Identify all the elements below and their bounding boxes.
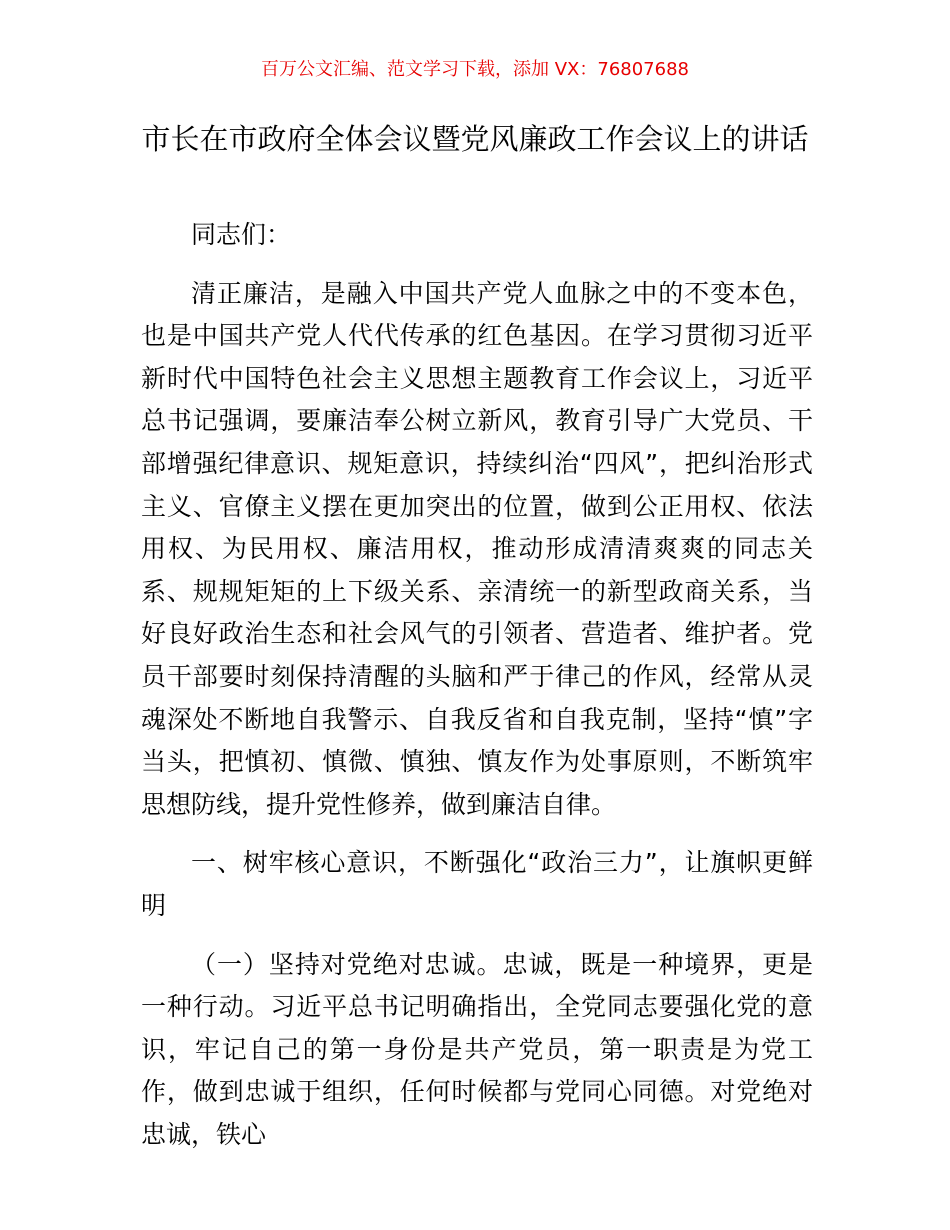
header-note: 百万公文汇编、范文学习下载，添加 VX：76807688	[261, 59, 689, 80]
paragraph-intro: 清正廉洁，是融入中国共产党人血脉之中的不变本色，也是中国共产党人代代传承的红色基因。在学习贯彻习近平新时代中国特色社会主义思想主题教育工作会议上，习近平总书记强调，要廉洁奉公树立新风，教育引导广大党员、干部增强纪律意识、规矩意识，持续纠治“四风”，把纠治形式主义、官僚主义摆在更加突出的位置，做到公正用权、依法用权、为民用权、廉洁用权，推动形成清清爽爽的同志关系、规规矩矩的上下级关系、亲清统一的新型政商关系，当好良好政治生态和社会风气的引领者、营造者、维护者。党员干部要时刻保持清醒的头脑和严于律己的作风，经常从灵魂深处不断地自我警示、自我反省和自我克制，坚持“慎”字当头，把慎初、慎微、慎独、慎友作为处事原则，不断筑牢思想防线，提升党性修养，做到廉洁自律。	[141, 278, 813, 819]
document-body	[141, 214, 813, 1156]
salutation: 同志们：	[191, 220, 292, 249]
page-title: 市长在市政府全体会议暨党风廉政工作会议上的讲话	[141, 122, 809, 156]
section-heading-1: 一、树牢核心意识，不断强化“政治三力”，让旗帜更鲜明	[141, 848, 813, 920]
paragraph-subsection-1: （一）坚持对党绝对忠诚。忠诚，既是一种境界，更是一种行动。习近平总书记明确指出，全党同志要强化党的意识，牢记自己的第一身份是共产党员，第一职责是为党工作，做到忠诚于组织，任何时候都与党同心同德。对党绝对忠诚，铁心	[141, 949, 813, 1149]
